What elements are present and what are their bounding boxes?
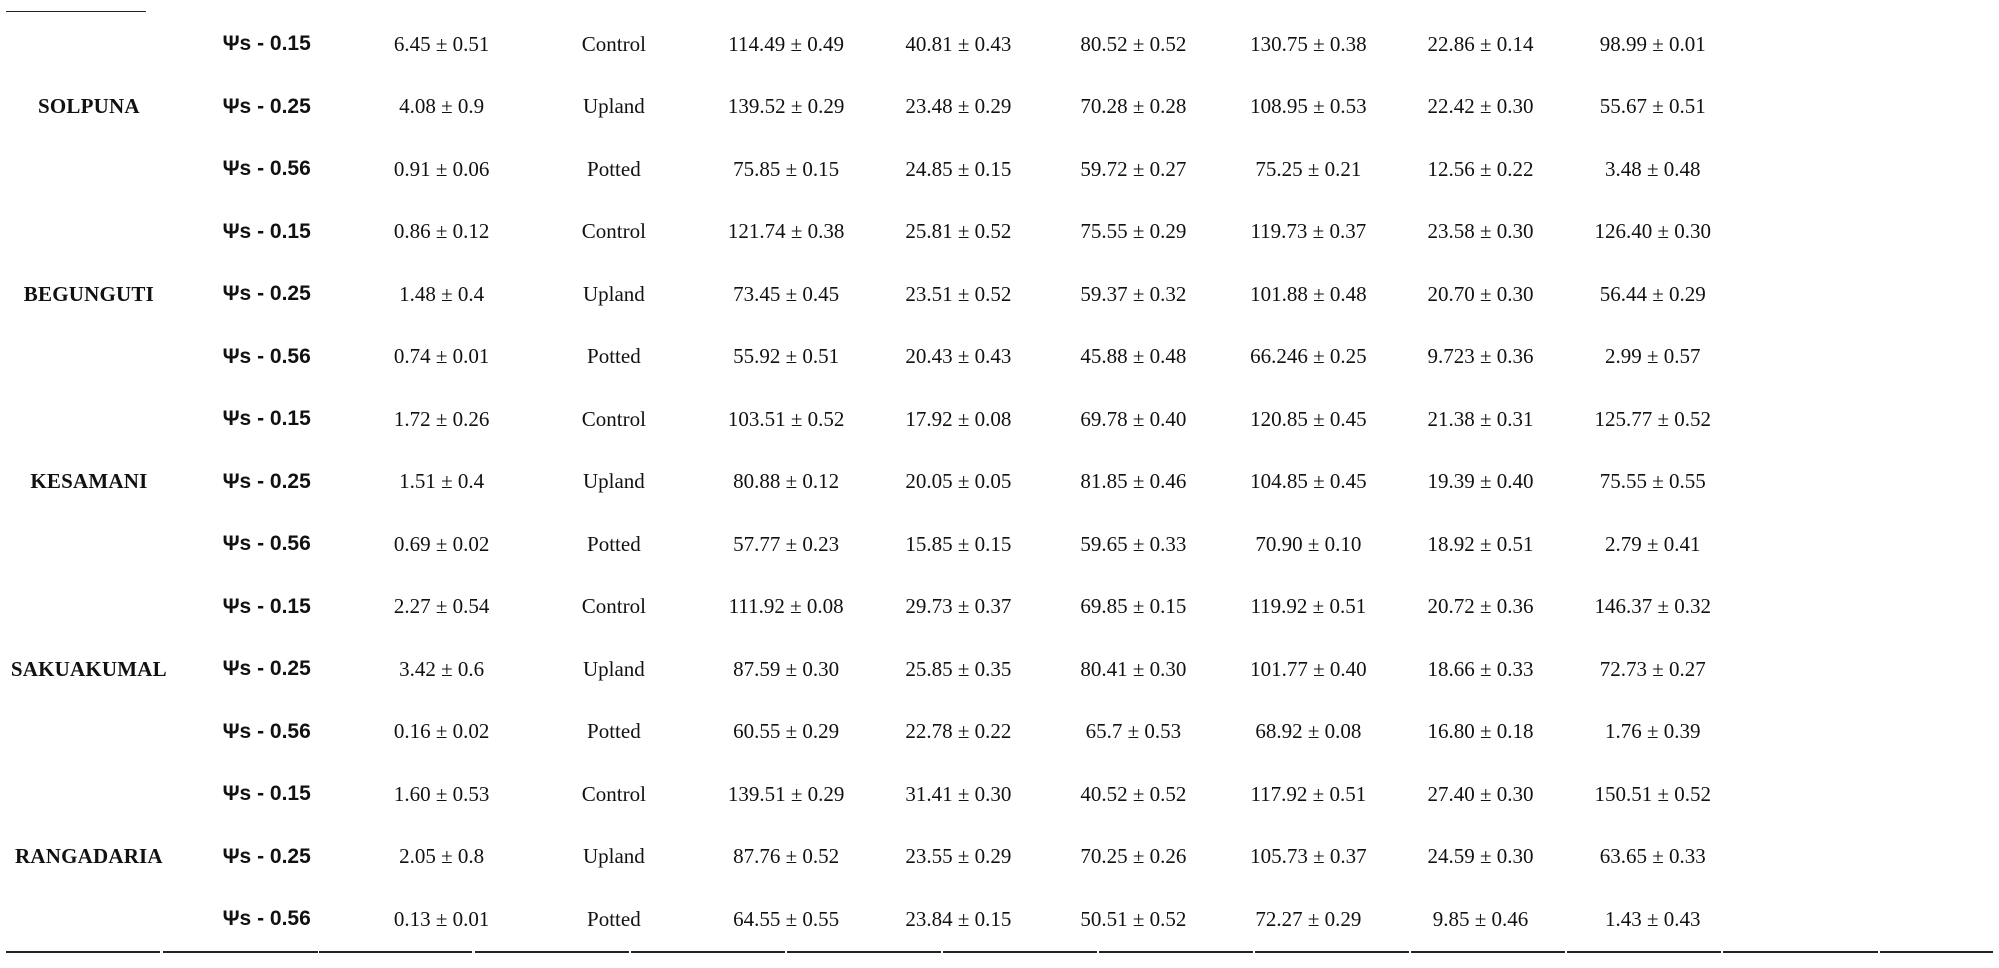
value-cell: 59.65 ± 0.33 [1080, 531, 1187, 556]
value-cell: 130.75 ± 0.38 [1250, 31, 1367, 56]
value-cell: 103.51 ± 0.52 [727, 406, 845, 431]
bottom-rule [6, 951, 1996, 954]
value-cell: 2.79 ± 0.41 [1605, 531, 1701, 556]
condition-cell: Upland [582, 94, 645, 119]
value-cell: 60.55 ± 0.29 [733, 719, 840, 744]
value-cell: 23.84 ± 0.15 [905, 906, 1012, 931]
empty-cell [1739, 13, 1999, 76]
condition-cell: Control [581, 219, 646, 244]
value-cell: 75.25 ± 0.21 [1255, 156, 1362, 181]
value-cell: 0.86 ± 0.12 [393, 219, 490, 244]
variety-label: SOLPUNA [38, 94, 140, 119]
value-cell: 9.723 ± 0.36 [1427, 344, 1534, 369]
empty-cell [1739, 826, 1999, 889]
value-cell: 45.88 ± 0.48 [1080, 344, 1187, 369]
bottom-rule-segment [631, 951, 785, 953]
table-row [0, 638, 1999, 701]
value-cell: 4.08 ± 0.9 [399, 94, 485, 119]
condition-cell: Potted [587, 344, 641, 369]
condition-cell: Potted [587, 531, 641, 556]
condition-cell: Upland [582, 656, 645, 681]
water-potential-cell: Ψs - 0.25 [222, 657, 311, 681]
value-cell: 75.55 ± 0.29 [1080, 219, 1187, 244]
value-cell: 15.85 ± 0.15 [905, 531, 1012, 556]
bottom-rule-segment [1411, 951, 1565, 953]
value-cell: 114.49 ± 0.49 [728, 31, 844, 56]
table-row [0, 13, 1999, 76]
table-row [0, 826, 1999, 889]
empty-cell [1739, 326, 1999, 389]
value-cell: 0.74 ± 0.01 [393, 344, 490, 369]
empty-cell [1739, 388, 1999, 451]
empty-cell [1739, 763, 1999, 826]
value-cell: 18.66 ± 0.33 [1427, 656, 1534, 681]
data-table [0, 13, 1999, 951]
value-cell: 0.13 ± 0.01 [393, 906, 490, 931]
table-row [0, 763, 1999, 826]
value-cell: 146.37 ± 0.32 [1594, 594, 1712, 619]
value-cell: 139.51 ± 0.29 [727, 781, 845, 806]
value-cell: 81.85 ± 0.46 [1080, 469, 1187, 494]
bottom-rule-segment [114, 951, 160, 953]
value-cell: 40.52 ± 0.52 [1080, 781, 1187, 806]
table-row [0, 451, 1999, 514]
variety-label: BEGUNGUTI [23, 281, 154, 306]
condition-cell: Control [581, 31, 646, 56]
value-cell: 9.85 ± 0.46 [1432, 906, 1529, 931]
table-row [0, 263, 1999, 326]
value-cell: 68.92 ± 0.08 [1255, 719, 1362, 744]
value-cell: 66.246 ± 0.25 [1250, 344, 1367, 369]
bottom-rule-segment [319, 951, 472, 953]
condition-cell: Control [581, 406, 646, 431]
value-cell: 20.72 ± 0.36 [1427, 594, 1534, 619]
value-cell: 3.48 ± 0.48 [1605, 156, 1701, 181]
value-cell: 120.85 ± 0.45 [1250, 406, 1367, 431]
value-cell: 1.51 ± 0.4 [399, 469, 485, 494]
table-row [0, 201, 1999, 264]
value-cell: 50.51 ± 0.52 [1080, 906, 1187, 931]
table-row [0, 326, 1999, 389]
empty-cell [1739, 138, 1999, 201]
variety-label: KESAMANI [30, 469, 148, 494]
table-row [0, 513, 1999, 576]
empty-cell [1739, 201, 1999, 264]
value-cell: 72.27 ± 0.29 [1255, 906, 1362, 931]
value-cell: 3.42 ± 0.6 [399, 656, 485, 681]
condition-cell: Control [581, 781, 646, 806]
condition-cell: Potted [587, 719, 641, 744]
value-cell: 24.85 ± 0.15 [905, 156, 1012, 181]
value-cell: 21.38 ± 0.31 [1427, 406, 1534, 431]
value-cell: 23.58 ± 0.30 [1427, 219, 1534, 244]
water-potential-cell: Ψs - 0.25 [222, 469, 311, 493]
table-row [0, 888, 1999, 951]
condition-cell: Upland [582, 844, 645, 869]
value-cell: 119.92 ± 0.51 [1250, 594, 1367, 619]
bottom-rule-segment [943, 951, 1097, 953]
value-cell: 12.56 ± 0.22 [1427, 156, 1534, 181]
value-cell: 98.99 ± 0.01 [1599, 31, 1706, 56]
value-cell: 0.69 ± 0.02 [393, 531, 490, 556]
water-potential-cell: Ψs - 0.25 [222, 844, 311, 868]
bottom-rule-segment [1099, 951, 1253, 953]
value-cell: 72.73 ± 0.27 [1599, 656, 1706, 681]
value-cell: 55.67 ± 0.51 [1599, 94, 1706, 119]
value-cell: 25.85 ± 0.35 [905, 656, 1012, 681]
value-cell: 80.88 ± 0.12 [733, 469, 840, 494]
value-cell: 31.41 ± 0.30 [905, 781, 1012, 806]
value-cell: 150.51 ± 0.52 [1594, 781, 1712, 806]
bottom-rule-segment [787, 951, 941, 953]
value-cell: 70.25 ± 0.26 [1080, 844, 1187, 869]
empty-cell [1739, 701, 1999, 764]
value-cell: 70.90 ± 0.10 [1255, 531, 1362, 556]
value-cell: 101.88 ± 0.48 [1250, 281, 1367, 306]
bottom-rule-segment [475, 951, 629, 953]
empty-cell [1739, 513, 1999, 576]
bottom-rule-segment [6, 951, 114, 953]
value-cell: 1.43 ± 0.43 [1605, 906, 1701, 931]
value-cell: 20.70 ± 0.30 [1427, 281, 1534, 306]
value-cell: 73.45 ± 0.45 [733, 281, 840, 306]
value-cell: 22.86 ± 0.14 [1427, 31, 1534, 56]
bottom-rule-segment [1255, 951, 1409, 953]
value-cell: 19.39 ± 0.40 [1427, 469, 1534, 494]
value-cell: 24.59 ± 0.30 [1427, 844, 1534, 869]
value-cell: 16.80 ± 0.18 [1427, 719, 1534, 744]
value-cell: 56.44 ± 0.29 [1599, 281, 1706, 306]
value-cell: 80.52 ± 0.52 [1080, 31, 1187, 56]
value-cell: 104.85 ± 0.45 [1250, 469, 1367, 494]
value-cell: 64.55 ± 0.55 [733, 906, 840, 931]
value-cell: 59.37 ± 0.32 [1080, 281, 1187, 306]
value-cell: 87.76 ± 0.52 [733, 844, 840, 869]
table-row [0, 701, 1999, 764]
value-cell: 23.55 ± 0.29 [905, 844, 1012, 869]
variety-label: SAKUAKUMAL [10, 656, 167, 681]
value-cell: 22.42 ± 0.30 [1427, 94, 1534, 119]
value-cell: 1.72 ± 0.26 [393, 406, 490, 431]
condition-cell: Upland [582, 281, 645, 306]
condition-cell: Control [581, 594, 646, 619]
empty-cell [1739, 576, 1999, 639]
value-cell: 69.78 ± 0.40 [1080, 406, 1187, 431]
value-cell: 1.60 ± 0.53 [393, 781, 490, 806]
value-cell: 59.72 ± 0.27 [1080, 156, 1187, 181]
condition-cell: Potted [587, 906, 641, 931]
value-cell: 17.92 ± 0.08 [905, 406, 1012, 431]
water-potential-cell: Ψs - 0.25 [222, 282, 311, 306]
value-cell: 63.65 ± 0.33 [1599, 844, 1706, 869]
value-cell: 25.81 ± 0.52 [905, 219, 1012, 244]
water-potential-cell: Ψs - 0.15 [222, 407, 311, 431]
value-cell: 65.7 ± 0.53 [1085, 719, 1182, 744]
value-cell: 126.40 ± 0.30 [1594, 219, 1712, 244]
value-cell: 108.95 ± 0.53 [1250, 94, 1367, 119]
value-cell: 2.27 ± 0.54 [393, 594, 490, 619]
value-cell: 57.77 ± 0.23 [733, 531, 840, 556]
top-rule [6, 11, 146, 12]
value-cell: 18.92 ± 0.51 [1427, 531, 1534, 556]
value-cell: 87.59 ± 0.30 [733, 656, 840, 681]
condition-cell: Upland [582, 469, 645, 494]
empty-cell [1739, 263, 1999, 326]
value-cell: 6.45 ± 0.51 [393, 31, 490, 56]
value-cell: 105.73 ± 0.37 [1250, 844, 1367, 869]
water-potential-cell: Ψs - 0.15 [222, 219, 311, 243]
water-potential-cell: Ψs - 0.15 [222, 594, 311, 618]
water-potential-cell: Ψs - 0.56 [222, 907, 311, 931]
value-cell: 2.05 ± 0.8 [399, 844, 485, 869]
table-row [0, 388, 1999, 451]
bottom-rule-segment [163, 951, 318, 953]
water-potential-cell: Ψs - 0.15 [222, 782, 311, 806]
value-cell: 2.99 ± 0.57 [1605, 344, 1701, 369]
value-cell: 1.48 ± 0.4 [399, 281, 485, 306]
value-cell: 69.85 ± 0.15 [1080, 594, 1187, 619]
bottom-rule-segment [1567, 951, 1721, 953]
table-row [0, 76, 1999, 139]
value-cell: 20.05 ± 0.05 [905, 469, 1012, 494]
bottom-rule-segment [1880, 951, 1993, 953]
value-cell: 101.77 ± 0.40 [1250, 656, 1367, 681]
value-cell: 23.48 ± 0.29 [905, 94, 1012, 119]
value-cell: 119.73 ± 0.37 [1250, 219, 1367, 244]
empty-cell [1739, 451, 1999, 514]
value-cell: 117.92 ± 0.51 [1250, 781, 1367, 806]
value-cell: 139.52 ± 0.29 [727, 94, 845, 119]
water-potential-cell: Ψs - 0.15 [222, 32, 311, 56]
water-potential-cell: Ψs - 0.25 [222, 94, 311, 118]
value-cell: 80.41 ± 0.30 [1080, 656, 1187, 681]
empty-cell [1739, 638, 1999, 701]
empty-cell [1739, 888, 1999, 951]
value-cell: 75.55 ± 0.55 [1599, 469, 1706, 494]
water-potential-cell: Ψs - 0.56 [222, 157, 311, 181]
value-cell: 70.28 ± 0.28 [1080, 94, 1187, 119]
table-row [0, 138, 1999, 201]
value-cell: 121.74 ± 0.38 [727, 219, 845, 244]
value-cell: 29.73 ± 0.37 [905, 594, 1012, 619]
value-cell: 1.76 ± 0.39 [1605, 719, 1701, 744]
value-cell: 20.43 ± 0.43 [905, 344, 1012, 369]
value-cell: 125.77 ± 0.52 [1594, 406, 1712, 431]
value-cell: 23.51 ± 0.52 [905, 281, 1012, 306]
value-cell: 75.85 ± 0.15 [733, 156, 840, 181]
value-cell: 27.40 ± 0.30 [1427, 781, 1534, 806]
water-potential-cell: Ψs - 0.56 [222, 719, 311, 743]
value-cell: 55.92 ± 0.51 [733, 344, 840, 369]
empty-cell [1739, 76, 1999, 139]
bottom-rule-segment [1723, 951, 1878, 953]
table-row [0, 576, 1999, 639]
water-potential-cell: Ψs - 0.56 [222, 344, 311, 368]
value-cell: 111.92 ± 0.08 [728, 594, 844, 619]
value-cell: 40.81 ± 0.43 [905, 31, 1012, 56]
variety-label: RANGADARIA [14, 844, 163, 869]
value-cell: 22.78 ± 0.22 [905, 719, 1012, 744]
value-cell: 0.91 ± 0.06 [393, 156, 490, 181]
value-cell: 0.16 ± 0.02 [393, 719, 490, 744]
condition-cell: Potted [587, 156, 641, 181]
water-potential-cell: Ψs - 0.56 [222, 532, 311, 556]
